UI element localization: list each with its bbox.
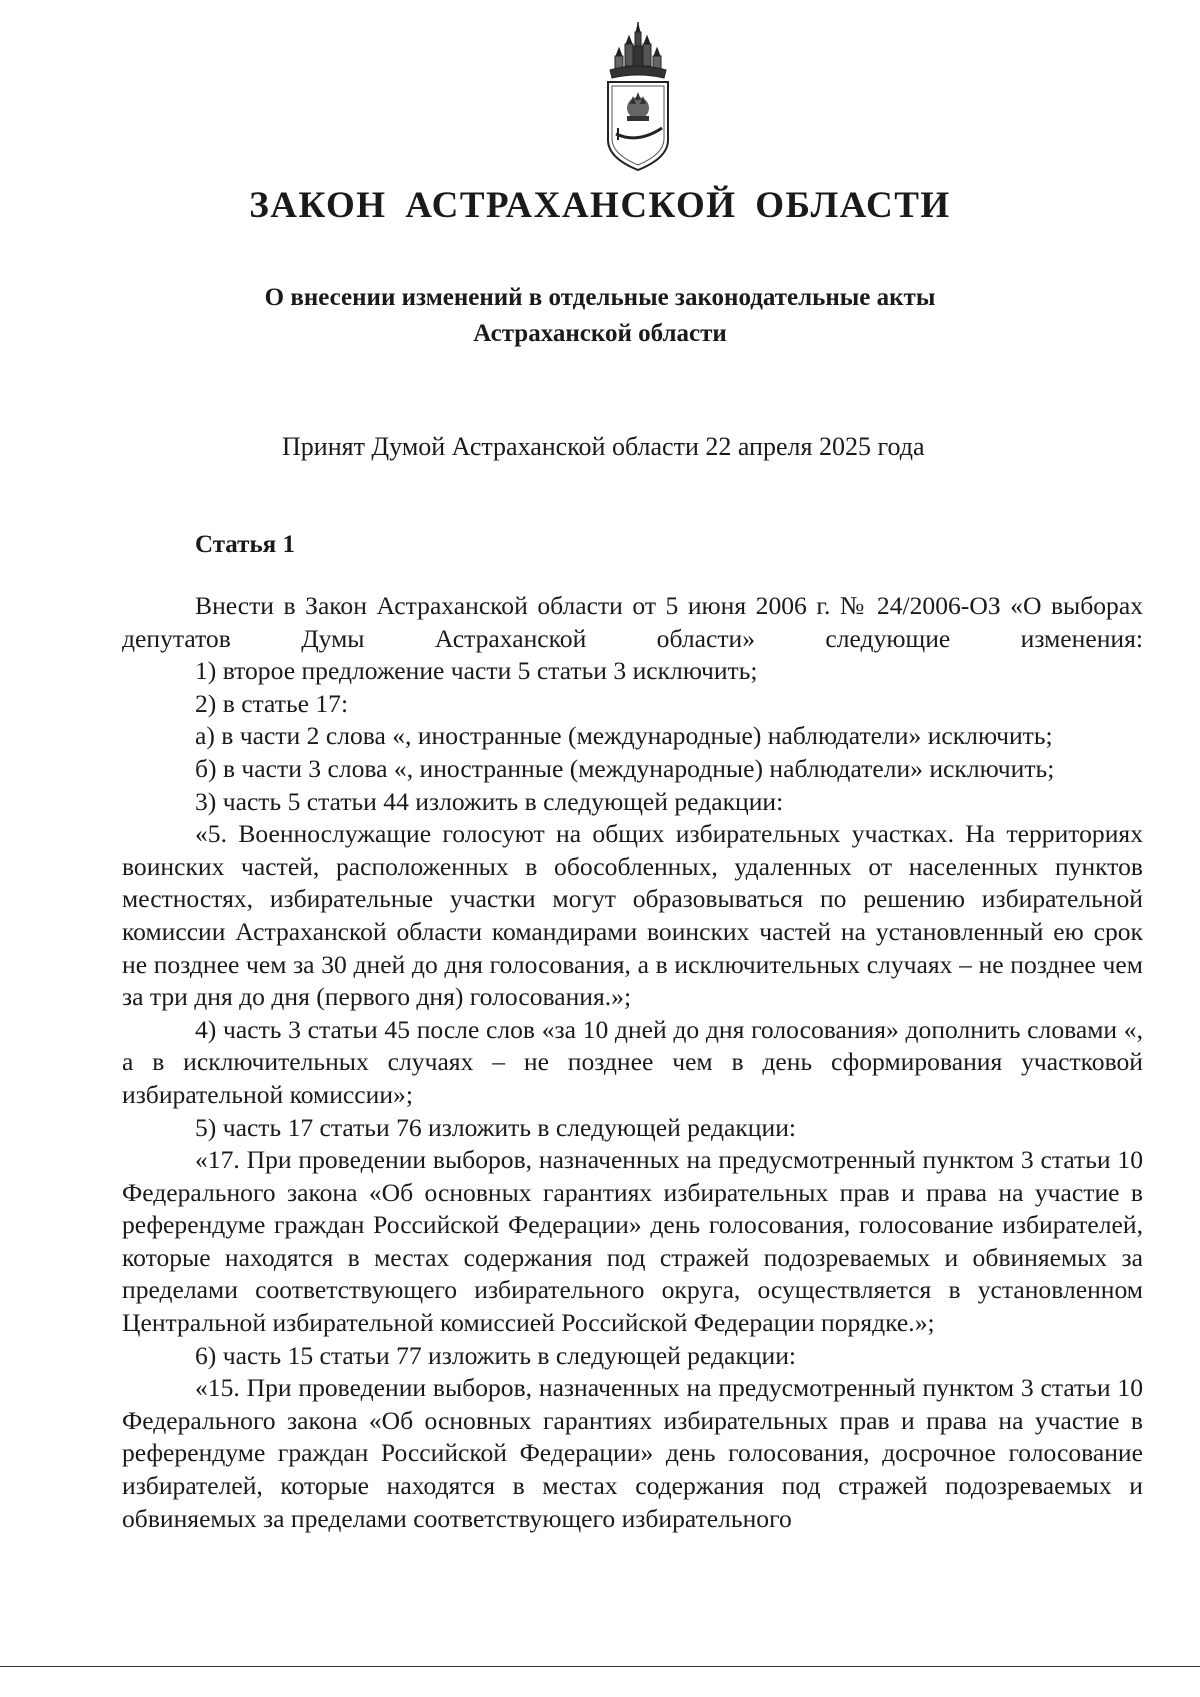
paragraph-item: б) в части 3 слова «, иностранные (международные) наблюдатели» исключить; — [195, 753, 1055, 783]
subtitle-line-1: О внесении изменений в отдельные законодательные акты — [264, 284, 936, 311]
paragraph-item: 1) второе предложение части 5 статьи 3 исключить; — [195, 656, 758, 686]
footer-divider — [0, 1666, 1200, 1667]
paragraph-quote: «5. Военнослужащие голосуют на общих избирательных участках. На территориях воинских частей, расположенных в обособленных, удаленных от населенных пунктов местностях, избирательные участки могут образовываться по решению избирательной комиссии Астраханской области командирами воинских частей на установленный ею срок не позднее чем за 30 дней до дня голосования, а в исключительных случаях – не позднее чем за три дня до дня (первого дня) голосования.»; — [122, 819, 1143, 1012]
subtitle-line-2: Астраханской области — [473, 320, 727, 347]
paragraph-item: 6) часть 15 статьи 77 изложить в следующей редакции: — [195, 1340, 797, 1370]
paragraph-item: 2) в статье 17: — [195, 688, 349, 718]
coat-of-arms-icon — [596, 22, 680, 172]
paragraph-item: 3) часть 5 статьи 44 изложить в следующей редакции: — [195, 786, 784, 816]
law-subtitle — [0, 280, 1200, 352]
article-body — [122, 590, 1143, 1535]
paragraph-quote: «15. При проведении выборов, назначенных на предусмотренный пунктом 3 статьи 10 Федерального закона «Об основных гарантиях избирательных прав и права на участие в референдуме граждан Российской Федерации» день голосования, досрочное голосование избирателей, которые находятся в местах содержания под стражей подозреваемых и обвиняемых за пределами соответствующего избирательного — [122, 1373, 1143, 1533]
adoption-line: Принят Думой Астраханской области 22 апреля 2025 года — [282, 432, 925, 461]
paragraph-item: 4) часть 3 статьи 45 после слов «за 10 дней до дня голосования» дополнить словами «, а в исключительных случаях – не позднее чем в день сформирования участковой избирательной комиссии»; — [122, 1014, 1143, 1109]
paragraph-item: 5) часть 17 статьи 76 изложить в следующей редакции: — [195, 1112, 797, 1142]
article-heading: Статья 1 — [195, 531, 295, 558]
paragraph-item: а) в части 2 слова «, иностранные (международные) наблюдатели» исключить; — [195, 721, 1053, 751]
paragraph-intro: Внести в Закон Астраханской области от 5 июня 2006 г. № 24/2006-ОЗ «О выборах депутатов Думы Астраханской области» следующие изменения: — [122, 591, 1143, 653]
paragraph-quote: «17. При проведении выборов, назначенных на предусмотренный пунктом 3 статьи 10 Федерального закона «Об основных гарантиях избирательных прав и права на участие в референдуме граждан Российской Федерации» день голосования, голосование избирателей, которые находятся в местах содержания под стражей подозреваемых и обвиняемых за пределами соответствующего избирательного округа, осуществляется в установленном Центральной избирательной комиссией Российской Федерации порядке.»; — [122, 1145, 1143, 1338]
law-title: ЗАКОН АСТРАХАНСКОЙ ОБЛАСТИ — [249, 185, 951, 226]
